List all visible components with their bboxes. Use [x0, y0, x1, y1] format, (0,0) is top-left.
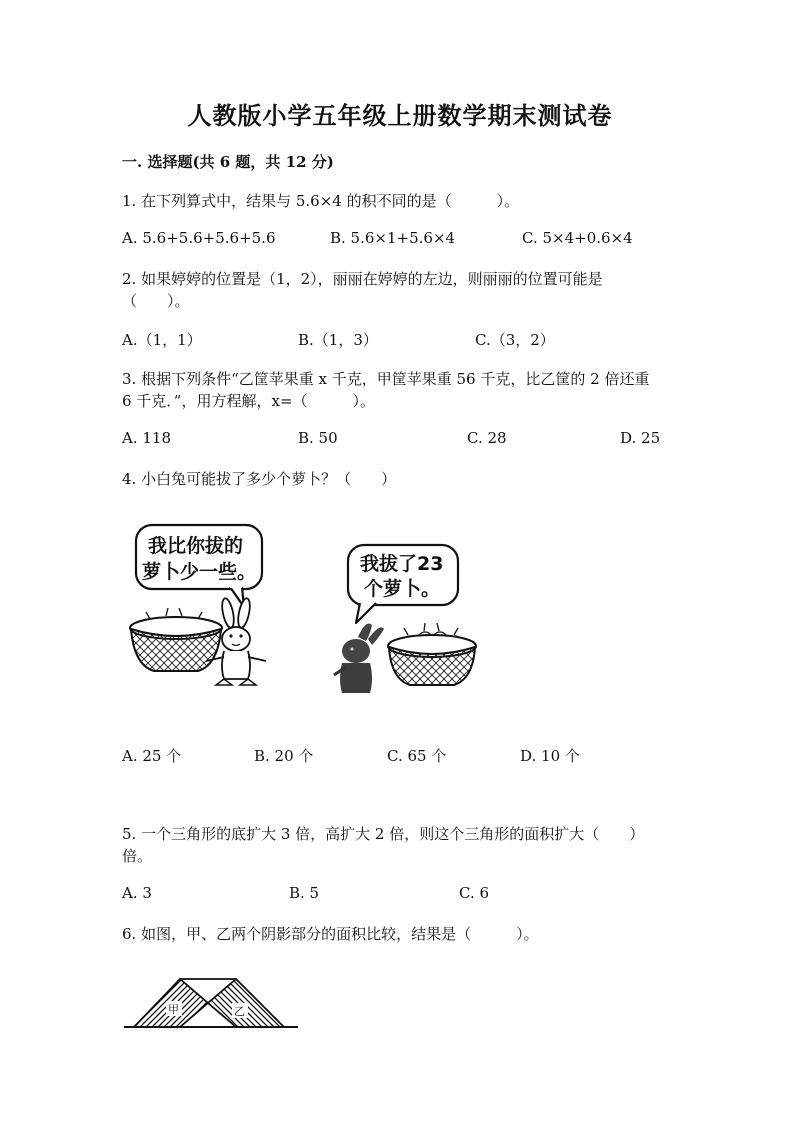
rabbits-illustration [120, 515, 480, 705]
q5-option-a[interactable]: A. 3 [122, 884, 152, 902]
q5-option-b[interactable]: B. 5 [289, 884, 320, 902]
bubble-right-line2: 个萝卜。 [364, 578, 441, 600]
q4-option-a[interactable]: A. 25 个 [122, 747, 182, 765]
q1-option-b[interactable]: B. 5.6×1+5.6×4 [330, 229, 456, 247]
q3-option-c[interactable]: C. 28 [467, 429, 507, 447]
question-6-stem: 6. 如图，甲、乙两个阴影部分的面积比较，结果是（ ）。 [122, 925, 539, 943]
label-yi: 乙 [234, 1005, 245, 1018]
question-5-stem-line1: 5. 一个三角形的底扩大 3 倍，高扩大 2 倍，则这个三角形的面积扩大（ ） [122, 825, 645, 843]
basket-left-icon [130, 608, 222, 671]
q4-option-d[interactable]: D. 10 个 [520, 747, 580, 765]
question-3-stem-line2: 6 千克．”，用方程解，x=（ ）。 [122, 392, 376, 410]
q1-option-a[interactable]: A. 5.6+5.6+5.6+5.6 [122, 229, 276, 247]
page-title: 人教版小学五年级上册数学期末测试卷 [187, 101, 613, 130]
question-1-stem: 1. 在下列算式中，结果与 5.6×4 的积不同的是（ ）。 [122, 192, 520, 210]
q3-option-a[interactable]: A. 118 [122, 429, 171, 447]
q4-option-c[interactable]: C. 65 个 [387, 747, 447, 765]
question-5-stem-line2: 倍。 [122, 847, 153, 865]
speech-bubble-right [348, 545, 458, 623]
basket-right-icon [388, 623, 476, 685]
shaded-region-jia [120, 965, 274, 1035]
question-2-stem-line2: （ ）。 [122, 292, 190, 310]
shaded-triangles-figure [120, 965, 302, 1035]
q3-option-d[interactable]: D. 25 [620, 429, 661, 447]
bubble-left-line2: 萝卜少一些。 [142, 561, 257, 583]
question-4-stem: 4. 小白兔可能拔了多少个萝卜？（ ） [122, 470, 397, 488]
q2-option-a[interactable]: A.（1，1） [122, 331, 202, 349]
bubble-right-line1: 我拔了23 [360, 553, 444, 575]
question-3-stem-line1: 3. 根据下列条件“乙筐苹果重 x 千克，甲筐苹果重 56 千克，比乙筐的 2 倍还重 [122, 370, 650, 388]
q5-option-c[interactable]: C. 6 [459, 884, 490, 902]
label-jia: 甲 [168, 1003, 179, 1016]
question-2-stem-line1: 2. 如果婷婷的位置是（1，2），丽丽在婷婷的左边，则丽丽的位置可能是 [122, 270, 603, 288]
q3-option-b[interactable]: B. 50 [298, 429, 338, 447]
section-heading: 一. 选择题(共 6 题，共 12 分) [122, 153, 334, 171]
speech-bubble-left [136, 525, 262, 607]
grey-rabbit-icon [334, 624, 384, 694]
shaded-region-yi [152, 965, 302, 1035]
q2-option-c[interactable]: C.（3，2） [475, 331, 555, 349]
q2-option-b[interactable]: B.（1，3） [298, 331, 378, 349]
q4-option-b[interactable]: B. 20 个 [254, 747, 314, 765]
bubble-left-line1: 我比你拔的 [148, 535, 244, 557]
q1-option-c[interactable]: C. 5×4+0.6×4 [522, 229, 633, 247]
